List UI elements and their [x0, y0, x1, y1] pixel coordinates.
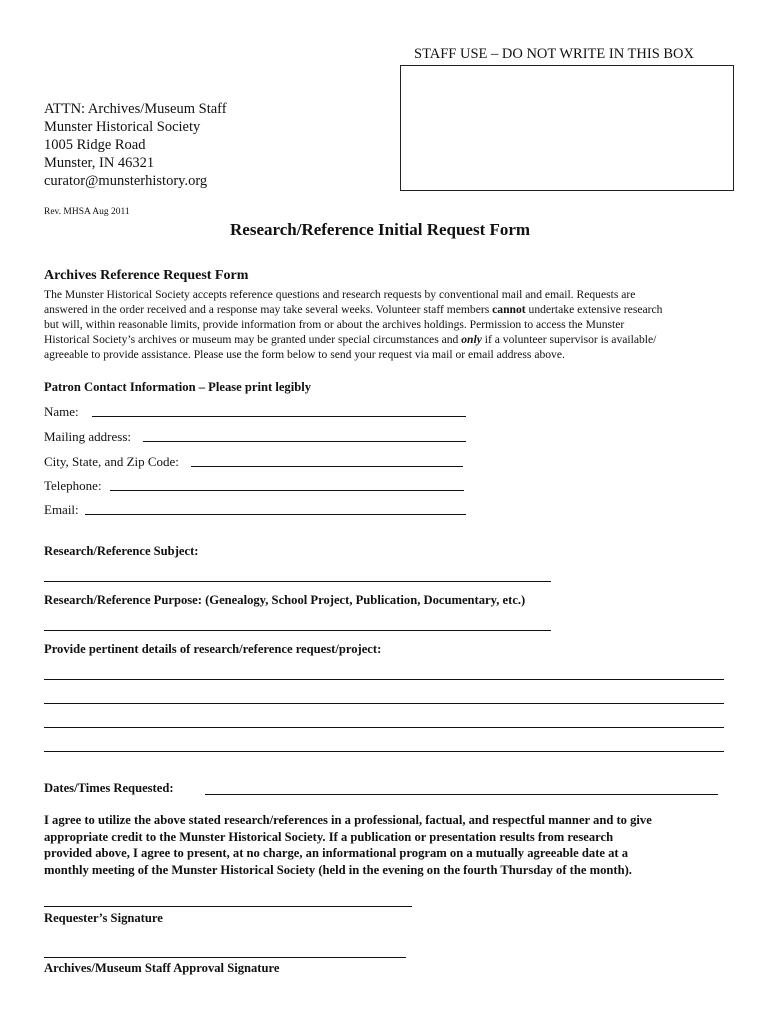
- intro-line-2a: answered in the order received and a response may take several weeks. Volunteer staff members: [44, 303, 493, 316]
- subject-field[interactable]: [44, 565, 551, 581]
- purpose-field[interactable]: [44, 614, 551, 630]
- details-field[interactable]: [44, 664, 724, 754]
- email-underline: [85, 514, 466, 515]
- intro-line-4: [44, 332, 734, 347]
- intro-line-5: agreeable to provide assistance. Please use the form below to send your request via mail or email address above.: [44, 348, 565, 361]
- city-state-zip-field[interactable]: [191, 450, 463, 466]
- telephone-label: Telephone:: [44, 478, 102, 493]
- intro-cannot: cannot: [492, 303, 526, 316]
- subject-underline: [44, 581, 551, 582]
- details-line-2: [44, 703, 724, 704]
- intro-paragraph: [44, 287, 734, 362]
- staff-use-box: [400, 65, 734, 191]
- intro-line-4a: Historical Society’s archives or museum may be granted under special circumstances and: [44, 333, 462, 346]
- agreement-line-4: monthly meeting of the Munster Historical Society (held in the evening on the fourth Thursday of the month).: [44, 862, 632, 877]
- dates-underline: [205, 794, 718, 795]
- address-line-1: ATTN: Archives/Museum Staff: [44, 101, 227, 117]
- requester-signature-field[interactable]: [44, 890, 412, 906]
- dates-label: Dates/Times Requested:: [44, 781, 174, 795]
- telephone-underline: [110, 490, 464, 491]
- details-line-3: [44, 727, 724, 728]
- address-line-4: Munster, IN 46321: [44, 155, 155, 171]
- intro-line-2c: undertake extensive research: [525, 303, 663, 316]
- staff-signature-field[interactable]: [44, 941, 406, 957]
- agreement-text: [44, 812, 744, 878]
- staff-box-title: STAFF USE – DO NOT WRITE IN THIS BOX: [414, 46, 694, 62]
- name-field[interactable]: [92, 400, 466, 416]
- intro-line-3: but will, within reasonable limits, provide information from or about the archives holdings. Permission to access the Munster: [44, 318, 625, 331]
- address-line-3: 1005 Ridge Road: [44, 137, 146, 153]
- mailing-address-label: Mailing address:: [44, 429, 132, 444]
- purpose-label: Research/Reference Purpose: (Genealogy, School Project, Publication, Documentary, etc.): [44, 593, 526, 607]
- dates-field[interactable]: [205, 778, 718, 794]
- city-state-zip-underline: [191, 466, 463, 467]
- name-label: Name:: [44, 404, 79, 419]
- patron-heading: Patron Contact Information – Please print legibly: [44, 380, 312, 394]
- mailing-address-field[interactable]: [143, 425, 466, 441]
- intro-line-4c: if a volunteer supervisor is available/: [481, 333, 657, 346]
- email-field[interactable]: [85, 498, 466, 514]
- staff-signature-line: [44, 957, 406, 958]
- mailing-address-underline: [143, 441, 466, 442]
- email-label: Email:: [44, 502, 79, 517]
- details-line-1: [44, 679, 724, 680]
- telephone-field[interactable]: [110, 474, 464, 490]
- staff-signature-label: Archives/Museum Staff Approval Signature: [44, 961, 280, 975]
- intro-heading: Archives Reference Request Form: [44, 268, 249, 283]
- requester-signature-label: Requester’s Signature: [44, 911, 163, 925]
- requester-signature-line: [44, 906, 412, 907]
- agreement-line-2: appropriate credit to the Munster Historical Society. If a publication or presentation results from research: [44, 829, 614, 844]
- subject-label: Research/Reference Subject:: [44, 544, 199, 558]
- agreement-line-3: provided above, I agree to present, at no charge, an informational program on a mutually agreeable date at a: [44, 846, 629, 860]
- intro-line-1: The Munster Historical Society accepts reference questions and research requests by conventional mail and email. Requests are: [44, 288, 636, 301]
- revision-note: Rev. MHSA Aug 2011: [44, 207, 130, 217]
- details-label: Provide pertinent details of research/reference request/project:: [44, 642, 382, 656]
- intro-only: only: [461, 333, 482, 346]
- purpose-underline: [44, 630, 551, 631]
- details-line-4: [44, 751, 724, 752]
- form-title: Research/Reference Initial Request Form: [230, 220, 531, 239]
- agreement-line-1: I agree to utilize the above stated research/references in a professional, factual, and respectful manner and to give: [44, 813, 652, 827]
- address-email: curator@munsterhistory.org: [44, 173, 208, 189]
- intro-line-2: [44, 302, 734, 317]
- name-underline: [92, 416, 466, 417]
- city-state-zip-label: City, State, and Zip Code:: [44, 454, 179, 469]
- address-line-2: Munster Historical Society: [44, 119, 201, 135]
